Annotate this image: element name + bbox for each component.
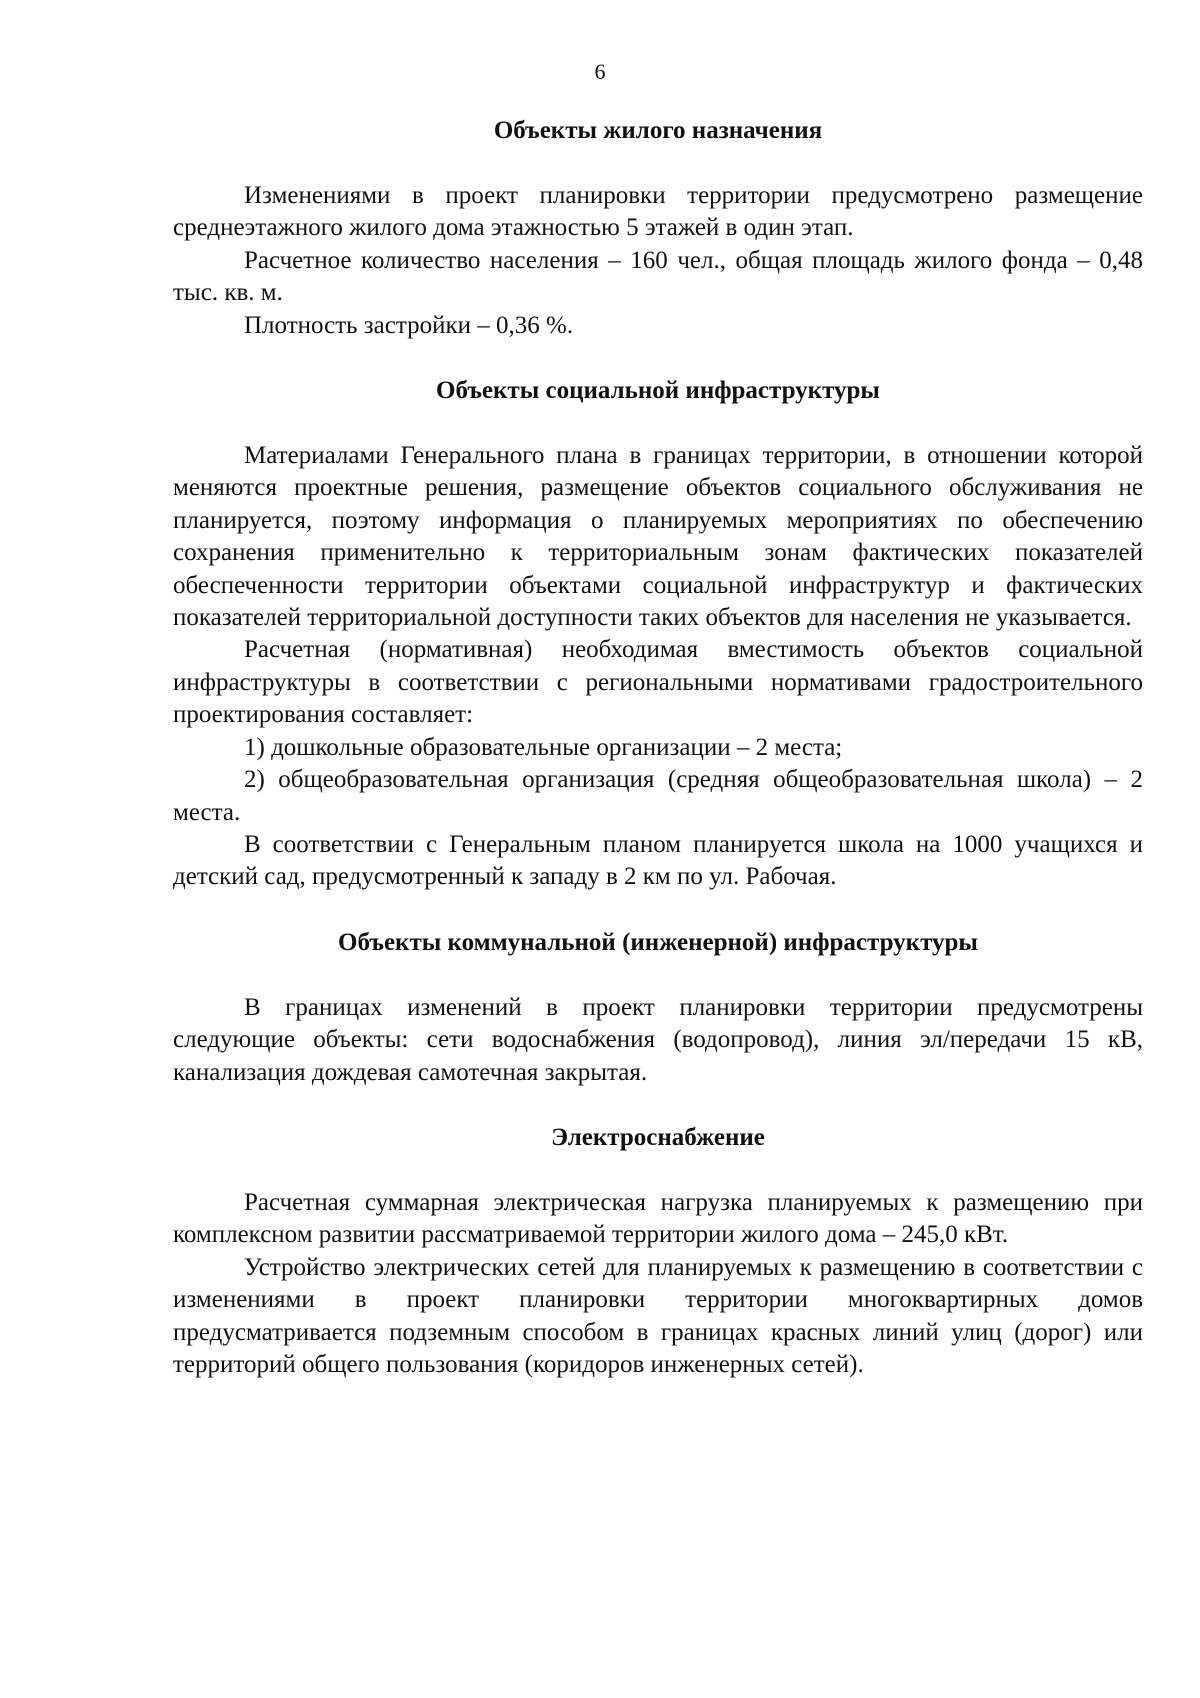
paragraph: В соответствии с Генеральным планом планируется школа на 1000 учащихся и детский сад, предусмотренный к западу в 2 км по ул. Рабочая. bbox=[173, 830, 1143, 891]
page-number: 6 bbox=[594, 59, 606, 84]
section-heading: Электроснабжение bbox=[551, 1123, 765, 1151]
section-power-supply bbox=[173, 1122, 1143, 1381]
paragraph: Расчетная (нормативная) необходимая вместимость объектов социальной инфраструктуры в соответствии с региональными нормативами градостроительного проектирования составляет: bbox=[173, 636, 1143, 729]
section-heading: Объекты социальной инфраструктуры bbox=[436, 377, 880, 405]
list-item: 1) дошкольные образовательные организации – 2 места; bbox=[244, 733, 843, 761]
document-body bbox=[173, 115, 1143, 1381]
paragraph: Изменениями в проект планировки территории предусмотрено размещение среднеэтажного жилого дома этажностью 5 этажей в один этап. bbox=[173, 182, 1143, 242]
list-item: 2) общеобразовательная организация (средняя общеобразовательная школа) – 2 места. bbox=[173, 766, 1143, 826]
section-residential bbox=[173, 115, 1143, 342]
section-heading: Объекты жилого назначения bbox=[493, 117, 823, 144]
section-paragraphs bbox=[173, 992, 1143, 1089]
section-social bbox=[173, 375, 1143, 894]
paragraph: Плотность застройки – 0,36 %. bbox=[244, 311, 574, 339]
paragraph: Материалами Генерального плана в границах территории, в отношении которой меняются проектные решения, размещение объектов социального обслуживания не планируется, поэтому информация о планируемых мероприятиях по обеспечению сохранения применительно к территориальным зонам фактических показателей обеспеченности территории объектами социальной инфраструктур и фактических показателей территориальной доступности таких объектов для населения не указывается. bbox=[173, 442, 1143, 632]
paragraph: В границах изменений в проект планировки территории предусмотрены следующие объекты: сети водоснабжения (водопровод), линия эл/передачи 15 кВ, канализация дождевая самотечная закрытая. bbox=[173, 993, 1143, 1086]
paragraph: Расчетная суммарная электрическая нагрузка планируемых к размещению при комплексном развитии рассматриваемой территории жилого дома – 245,0 кВт. bbox=[173, 1188, 1143, 1249]
section-heading: Объекты коммунальной (инженерной) инфраструктуры bbox=[338, 928, 978, 956]
section-paragraphs bbox=[173, 1187, 1143, 1381]
paragraph: Расчетное количество населения – 160 чел., общая площадь жилого фонда – 0,48 тыс. кв. м. bbox=[173, 246, 1143, 307]
section-paragraphs bbox=[173, 440, 1143, 894]
paragraph: Устройство электрических сетей для планируемых к размещению в соответствии с изменениями в проект планировки территории многоквартирных домов предусматривается подземным способом в границах красных линий улиц (дорог) или территорий общего пользования (коридоров инженерных сетей). bbox=[173, 1253, 1143, 1378]
section-utilities bbox=[173, 927, 1143, 1089]
section-paragraphs bbox=[173, 180, 1143, 342]
